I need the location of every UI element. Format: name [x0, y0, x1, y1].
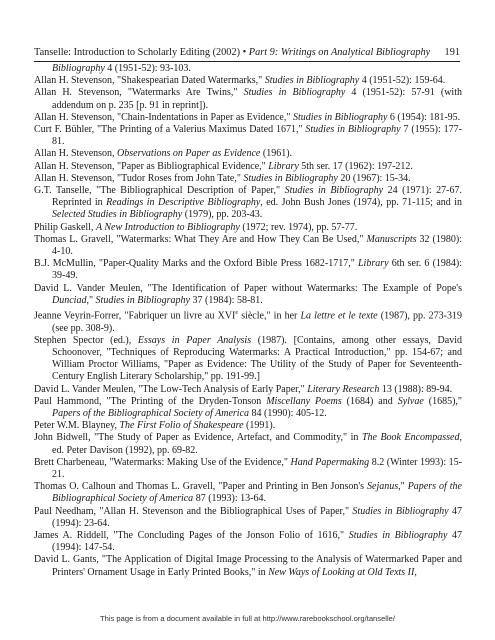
entry-text: Thomas O. Calhoun and Thomas L. Gravell, "Paper and Printing in Ben Jonson's: [34, 481, 368, 493]
entry-text: Paul Needham, "Allan H. Stevenson and the Bibliographical Uses of Paper,": [34, 505, 353, 517]
entry-text: 84 (1990): 405-12.: [249, 408, 327, 420]
entry-italic-text: Selected Studies in Bibliography: [52, 209, 183, 221]
entry-italic-text: Sylvae: [397, 395, 424, 407]
header-rule: [34, 61, 460, 62]
entry-text: 20 (1967): 15-34.: [337, 172, 411, 184]
entry-text: 87 (1993): 13-64.: [193, 493, 266, 505]
entry-italic-text: Bibliography: [52, 63, 105, 74]
bibliography-list: [34, 63, 462, 579]
entry-text: John Bidwell, "The Study of Paper as Evidence, Artefact, and Commodity," in: [34, 432, 362, 444]
entry-italic-text: Library: [357, 258, 389, 270]
entry-text: Brett Charbeneau, "Watermarks: Making Use of the Evidence,": [34, 456, 291, 468]
bibliography-entry: [34, 161, 462, 173]
bibliography-entry: [34, 420, 462, 432]
page-number: 191: [444, 47, 460, 58]
bibliography-entry: [34, 307, 462, 335]
entry-text: Allan H. Stevenson,: [34, 148, 118, 160]
entry-italic-text: New Ways of Looking at Old Texts II: [268, 566, 415, 578]
entry-text: ,": [86, 294, 96, 306]
entry-italic-text: Library: [268, 160, 299, 172]
entry-text: Allan H. Stevenson, "Paper as Bibliographical Evidence,": [34, 160, 269, 172]
entry-text: (1979), pp. 203-43.: [182, 209, 263, 221]
entry-text: Curt F. Bühler, "The Printing of a Valerius Maximus Dated 1671,": [34, 124, 306, 136]
entry-text: Allan H. Stevenson, "Tudor Roses from John Tate,": [34, 172, 244, 184]
entry-text: 47 (1994): 147-54.: [52, 530, 462, 554]
entry-italic-text: Hand Papermaking: [290, 456, 370, 468]
entry-text: Jeanne Veyrin-Forrer, "Fabriquer un livre au XVI: [34, 310, 236, 322]
entry-text: 5th ser. 17 (1962): 197-212.: [298, 160, 413, 172]
entry-superscript: e: [235, 310, 239, 317]
running-header: [34, 47, 458, 58]
entry-text: siècle," in her: [238, 310, 301, 322]
bibliography-entry: [34, 234, 462, 258]
entry-italic-text: Observations on Paper as Evidence: [117, 148, 261, 160]
entry-text: ,: [414, 566, 417, 578]
bibliography-entry: [34, 554, 462, 578]
entry-italic-text: The First Folio of Shakespeare: [119, 420, 244, 432]
entry-italic-text: Studies in Bibliography: [243, 172, 338, 184]
entry-text: 47 (1994): 23-64.: [52, 505, 462, 529]
entry-italic-text: Studies in Bibliography: [305, 124, 401, 136]
entry-text: 4 (1951-52): 159-64.: [359, 75, 446, 87]
entry-text: 8.2 (Winter 1993): 15-21.: [52, 456, 462, 481]
bibliography-entry: [34, 396, 462, 420]
entry-italic-text: Miscellany Poems: [266, 395, 342, 407]
entry-text: Peter W.M. Blayney,: [34, 420, 120, 432]
bibliography-entry: [34, 258, 462, 282]
entry-text: 4 (1951-52): 93-103.: [104, 63, 191, 74]
bibliography-entry: [34, 384, 462, 396]
entry-italic-text: La lettre et le texte: [300, 310, 378, 322]
bibliography-entry: [34, 185, 462, 222]
entry-text: Allan H. Stevenson, "Shakespearian Dated Watermarks,": [34, 75, 265, 87]
entry-text: B.J. McMullin, "Paper-Quality Marks and the Oxford Bible Press 1682-1717,": [34, 258, 358, 270]
entry-text: Thomas L. Gravell, "Watermarks: What They Are and How They Can Be Used,": [34, 233, 367, 245]
bibliography-entry: [34, 75, 462, 87]
bibliography-entry: [34, 506, 462, 530]
entry-text: , ed. Peter Davison (1992), pp. 69-82.: [52, 432, 462, 456]
entry-text: 4 (1951-52): 57-91 (with addendum on p. 235 [p. 91 in reprint]).: [52, 87, 462, 111]
bibliography-entry: [34, 432, 462, 456]
entry-text: 6th ser. 6 (1984): 39-49.: [52, 258, 463, 282]
entry-text: Paul Hammond, "The Printing of the Dryden-Tonson: [34, 395, 267, 407]
entry-text: (1685),": [423, 395, 462, 407]
entry-text: G.T. Tanselle, "The Bibliographical Description of Paper,": [34, 185, 285, 197]
entry-text: David L. Vander Meulen, "The Identification of Paper without Watermarks: The Example of Pope's: [34, 282, 462, 294]
entry-italic-text: Studies in Bibliography: [352, 505, 449, 517]
entry-text: 6 (1954): 181-95.: [387, 111, 461, 123]
bibliography-entry: [34, 530, 462, 554]
entry-text: David L. Vander Meulen, "The Low-Tech Analysis of Early Paper,": [34, 383, 308, 395]
entry-text: Stephen Spector (ed.),: [34, 334, 138, 346]
entry-text: Allan H. Stevenson, "Watermarks Are Twins,": [34, 87, 244, 99]
entry-text: 32 (1980): 4-10.: [52, 233, 462, 258]
bibliography-entry: [34, 87, 462, 111]
entry-text: ,": [398, 481, 408, 493]
bibliography-entry: [34, 63, 462, 75]
entry-text: (1991).: [243, 420, 276, 432]
entry-text: Allan H. Stevenson, "Chain-Indentations in Paper as Evidence,": [34, 111, 293, 123]
entry-italic-text: Papers of the Bibliographical Society of America: [52, 481, 462, 505]
bibliography-entry: [34, 283, 462, 307]
entry-italic-text: Papers of the Bibliographical Society of America: [52, 408, 250, 420]
entry-text: Philip Gaskell,: [34, 221, 96, 233]
bibliography-entry: [34, 112, 462, 124]
bibliography-entry: [34, 457, 462, 481]
entry-italic-text: Studies in Bibliography: [348, 530, 448, 542]
entry-italic-text: Literary Research: [307, 383, 380, 395]
entry-text: David L. Gants, "The Application of Digital Image Processing to the Analysis of Watermarked Paper and Printers' Ornament Usage in Early Printed Books," in: [34, 554, 462, 578]
entry-text: (1684) and: [341, 395, 398, 407]
header-section: Part 9: Writings on Analytical Bibliography: [248, 47, 431, 58]
entry-italic-text: Studies in Bibliography: [284, 185, 384, 197]
bibliography-entry: [34, 124, 462, 148]
entry-italic-text: Studies in Bibliography: [243, 87, 346, 99]
entry-text: 24 (1971): 27-67. Reprinted in: [52, 185, 462, 209]
bibliography-entry: [34, 222, 462, 234]
entry-text: (1961).: [260, 148, 293, 160]
entry-italic-text: Manuscripts: [366, 233, 417, 245]
entry-text: , ed. John Bush Jones (1974), pp. 71-115; and in: [260, 197, 462, 209]
entry-text: 7 (1955): 177-81.: [52, 124, 462, 148]
entry-text: (1972; rev. 1974), pp. 57-77.: [239, 221, 358, 233]
entry-italic-text: Studies in Bibliography: [264, 75, 360, 87]
entry-text: (1987), pp. 273-319 (see pp. 308-9).: [52, 310, 462, 334]
entry-italic-text: The Book Encompassed: [361, 432, 460, 444]
entry-text: James A. Riddell, "The Concluding Pages of the Jonson Folio of 1616,": [34, 530, 349, 542]
entry-italic-text: Studies in Bibliography: [292, 111, 388, 123]
bibliography-entry: [34, 148, 462, 160]
bibliography-entry: [34, 481, 462, 505]
header-title: Tanselle: Introduction to Scholarly Editing (2002) •: [34, 47, 249, 58]
entry-italic-text: Dunciad: [52, 294, 87, 306]
entry-italic-text: Essays in Paper Analysis: [137, 334, 252, 346]
entry-text: (1987). [Contains, among other essays, David Schoonover, "Techniques of Reproducing Watermarks: A Practical Introduction," pp. 154-67; and William Proctor Williams, "Paper as Evidence: The Utility of the Study of Paper for Seventeenth-Century English Literary Scholarship," pp. 191-99.]: [52, 334, 462, 383]
entry-italic-text: A New Introduction to Bibliography: [95, 221, 240, 233]
entry-text: 13 (1988): 89-94.: [379, 383, 453, 395]
entry-italic-text: Studies in Bibliography: [95, 294, 190, 306]
bibliography-entry: [34, 335, 462, 384]
page-footer: This page is from a document available in full at http://www.rarebookschool.org/tanselle/: [99, 614, 396, 623]
entry-italic-text: Sejanus: [367, 481, 399, 493]
entry-italic-text: Readings in Descriptive Bibliography: [106, 197, 261, 209]
bibliography-entry: [34, 173, 462, 185]
entry-text: 37 (1984): 58-81.: [190, 294, 263, 306]
